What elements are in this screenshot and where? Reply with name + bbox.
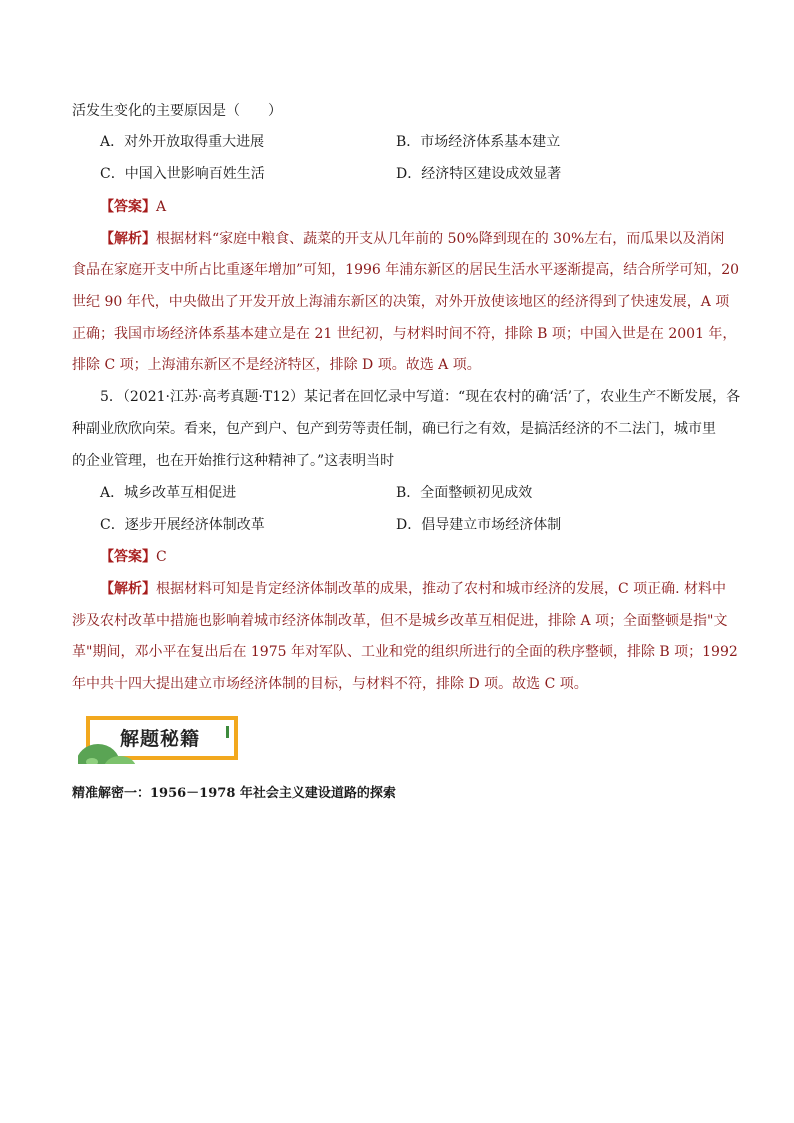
- q5-answer-tag: 【答案】: [100, 549, 156, 565]
- q5-analysis-tag: 【解析】: [100, 581, 156, 597]
- q4-analysis-text-1: 根据材料“家庭中粮食、蔬菜的开支从几年前的 50%降到现在的 30%左右，而瓜果以及消闲: [156, 231, 725, 247]
- q5-stem-line-3: 的企业管理，也在开始推行这种精神了。”这表明当时: [72, 453, 395, 469]
- q4-analysis-text-5: 排除 C 项；上海浦东新区不是经济特区，排除 D 项。故选 A 项。: [72, 357, 481, 373]
- q4-answer-value: A: [156, 199, 167, 215]
- q5-option-c: C．逐步开展经济体制改革: [100, 517, 265, 533]
- badge-title: 解题秘籍: [120, 728, 201, 750]
- q5-stem-line-1: 5．（2021·江苏·高考真题·T12）某记者在回忆录中写道：“现在农村的确‘活’了，农业生产不断发展，各: [100, 389, 741, 405]
- q4-analysis-text-2: 食品在家庭开支中所占比重逐年增加”可知，1996 年浦东新区的居民生活水平逐渐提高，结合所学可知，20: [72, 262, 740, 278]
- section-subtitle: 精准解密一：1956－1978 年社会主义建设道路的探索: [72, 786, 396, 801]
- q5-analysis-text-1: 根据材料可知是肯定经济体制改革的成果，推动了农村和城市经济的发展，C 项正确. 材料中: [156, 581, 727, 597]
- q5-analysis-text-2: 涉及农村改革中措施也影响着城市经济体制改革，但不是城乡改革互相促进，排除 A 项；全面整顿是指"文: [72, 613, 728, 629]
- q5-answer-line: [100, 546, 167, 568]
- q4-analysis-text-4: 正确；我国市场经济体系基本建立是在 21 世纪初，与材料时间不符，排除 B 项；中国入世是在 2001 年，: [72, 326, 737, 342]
- q4-analysis-text-3: 世纪 90 年代，中央做出了开发开放上海浦东新区的决策，对外开放使该地区的经济得到了快速发展，A 项: [72, 294, 730, 310]
- q4-answer-tag: 【答案】: [100, 199, 156, 215]
- q4-option-d: D．经济特区建设成效显著: [396, 166, 562, 182]
- q4-option-b: B．市场经济体系基本建立: [396, 134, 561, 150]
- q4-stem-tail: 活发生变化的主要原因是（ ）: [72, 103, 282, 119]
- q4-analysis-line-1: [100, 228, 724, 250]
- q5-answer-value: C: [156, 549, 167, 565]
- q5-option-b: B．全面整顿初见成效: [396, 485, 533, 501]
- q5-option-d: D．倡导建立市场经济体制: [396, 517, 562, 533]
- q4-answer-line: [100, 196, 166, 218]
- q5-analysis-text-4: 年中共十四大提出建立市场经济体制的目标，与材料不符，排除 D 项。故选 C 项。: [72, 676, 588, 692]
- q5-analysis-line-1: [100, 578, 726, 600]
- q5-option-a: A．城乡改革互相促进: [100, 485, 237, 501]
- q5-analysis-text-3: 革"期间，邓小平在复出后在 1975 年对军队、工业和党的组织所进行的全面的秩序整顿，排除 B 项；1992: [72, 644, 738, 660]
- q4-option-a: A．对外开放取得重大进展: [100, 134, 265, 150]
- section-badge: [78, 714, 244, 764]
- badge-accent-mark: [226, 726, 229, 738]
- q4-option-c: C．中国入世影响百姓生活: [100, 166, 265, 182]
- q4-analysis-tag: 【解析】: [100, 231, 156, 247]
- q5-stem-line-2: 种副业欣欣向荣。看来，包产到户、包产到劳等责任制，确已行之有效，是搞活经济的不二法门，城市里: [72, 421, 716, 437]
